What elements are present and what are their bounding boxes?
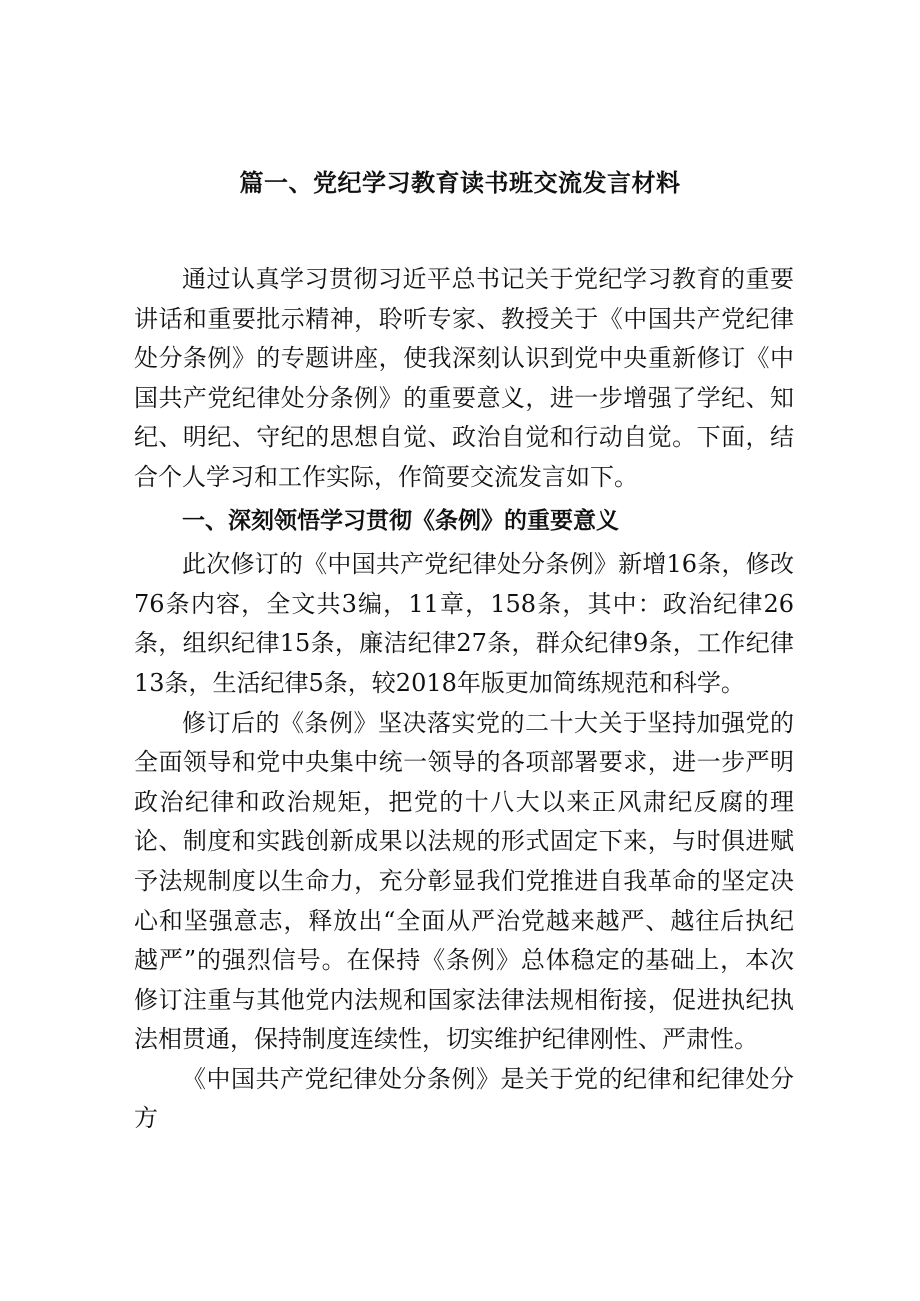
paragraph-intro: 通过认真学习贯彻习近平总书记关于党纪学习教育的重要讲话和重要批示精神，聆听专家、教授关于《中国共产党纪律处分条例》的专题讲座，使我深刻认识到党中央重新修订《中国共产党纪律处分条例》的重要意义，进一步增强了学纪、知纪、明纪、守纪的思想自觉、政治自觉和行动自觉。下面，结合个人学习和工作实际，作简要交流发言如下。 — [134, 265, 794, 491]
document-body — [134, 260, 794, 1139]
paragraph-continued: 《中国共产党纪律处分条例》是关于党的纪律和纪律处分方 — [134, 1064, 794, 1133]
document-title: 篇一、党纪学习教育读书班交流发言材料 — [239, 169, 681, 197]
paragraph-significance: 修订后的《条例》坚决落实党的二十大关于坚持加强党的全面领导和党中央集中统一领导的各项部署要求，进一步严明政治纪律和政治规矩，把党的十八大以来正风肃纪反腐的理论、制度和实践创新成果以法规的形式固定下来，与时俱进赋予法规制度以生命力，充分彰显我们党推进自我革命的坚定决心和坚强意志，释放出“全面从严治党越来越严、越往后执纪越严”的强烈信号。在保持《条例》总体稳定的基础上，本次修订注重与其他党内法规和国家法律法规相衔接，促进执纪执法相贯通，保持制度连续性，切实维护纪律刚性、严肃性。 — [134, 708, 794, 1054]
paragraph-statistics: 此次修订的《中国共产党纪律处分条例》新增16条，修改76条内容，全文共3编，11章，158条，其中：政治纪律26条，组织纪律15条，廉洁纪律27条，群众纪律9条，工作纪律13条，生活纪律5条，较2018年版更加简练规范和科学。 — [134, 550, 794, 697]
section-heading-1: 一、深刻领悟学习贯彻《条例》的重要意义 — [182, 507, 619, 534]
